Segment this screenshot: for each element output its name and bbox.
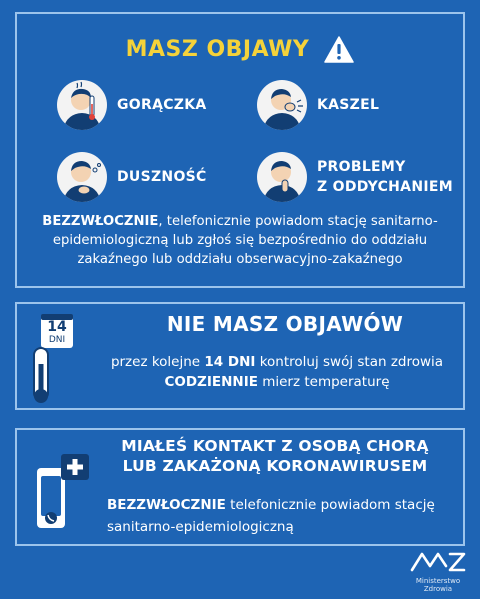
text-part: mierz temperaturę <box>257 374 390 390</box>
symptom-label: Z ODDYCHANIEM <box>317 179 453 195</box>
symptoms-title: MASZ OBJAWY <box>125 37 310 62</box>
text-bold: CODZIENNIE <box>164 374 258 390</box>
calendar-days <box>41 320 73 346</box>
instruction-text: , telefonicznie powiadom stację sanitarno- <box>158 214 438 229</box>
text-part: sanitarno-epidemiologiczną <box>107 519 294 535</box>
logo-caption: Ministerstwo Zdrowia <box>415 577 461 593</box>
no-symptoms-title: NIE MASZ OBJAWÓW <box>166 312 404 336</box>
symptom-breathing-problems <box>257 152 453 202</box>
ministry-logo <box>404 550 472 593</box>
text-bold: BEZZWŁOCZNIE <box>107 497 226 513</box>
contact-title-line: MIAŁEŚ KONTAKT Z OSOBĄ CHORĄ <box>121 437 429 455</box>
text-bold: 14 DNI <box>204 354 256 370</box>
text-part: telefonicznie powiadom stację <box>225 497 435 513</box>
text-part: przez kolejne <box>110 354 205 370</box>
symptoms-heading <box>17 36 463 63</box>
contact-title <box>97 436 453 476</box>
symptom-cough <box>257 80 379 130</box>
symptom-fever <box>57 80 207 130</box>
symptoms-panel <box>15 12 465 288</box>
instruction-bold: BEZZWŁOCZNIE <box>42 214 159 229</box>
symptom-label: GORĄCZKA <box>117 97 207 113</box>
instruction-text: zakaźnego lub oddziału obserwacyjno-zakaźnego <box>77 252 403 267</box>
warning-icon <box>324 36 354 63</box>
symptom-label: DUSZNOŚĆ <box>117 169 207 185</box>
calendar-unit: DNI <box>48 335 66 345</box>
phone-plus-icon <box>31 452 91 534</box>
no-symptoms-text <box>97 352 457 392</box>
fever-person-icon <box>57 80 107 130</box>
symptom-label: PROBLEMY <box>317 159 406 175</box>
symptoms-instruction <box>23 212 457 269</box>
symptom-label: KASZEL <box>317 97 380 113</box>
instruction-text: epidemiologiczną lub zgłoś się bezpośrednio do oddziału <box>52 233 428 248</box>
no-symptoms-panel <box>15 302 465 410</box>
symptom-dyspnea <box>57 152 207 202</box>
text-part: kontroluj swój stan zdrowia <box>255 354 444 370</box>
cough-person-icon <box>257 80 307 130</box>
dyspnea-person-icon <box>57 152 107 202</box>
contact-text <box>107 494 453 538</box>
contact-title-line: LUB ZAKAŻONĄ KORONAWIRUSEM <box>122 457 428 475</box>
ministry-logo-mark <box>410 550 466 572</box>
breathing-problem-person-icon <box>257 152 307 202</box>
calendar-number: 14 <box>47 319 67 335</box>
contact-panel <box>15 428 465 546</box>
